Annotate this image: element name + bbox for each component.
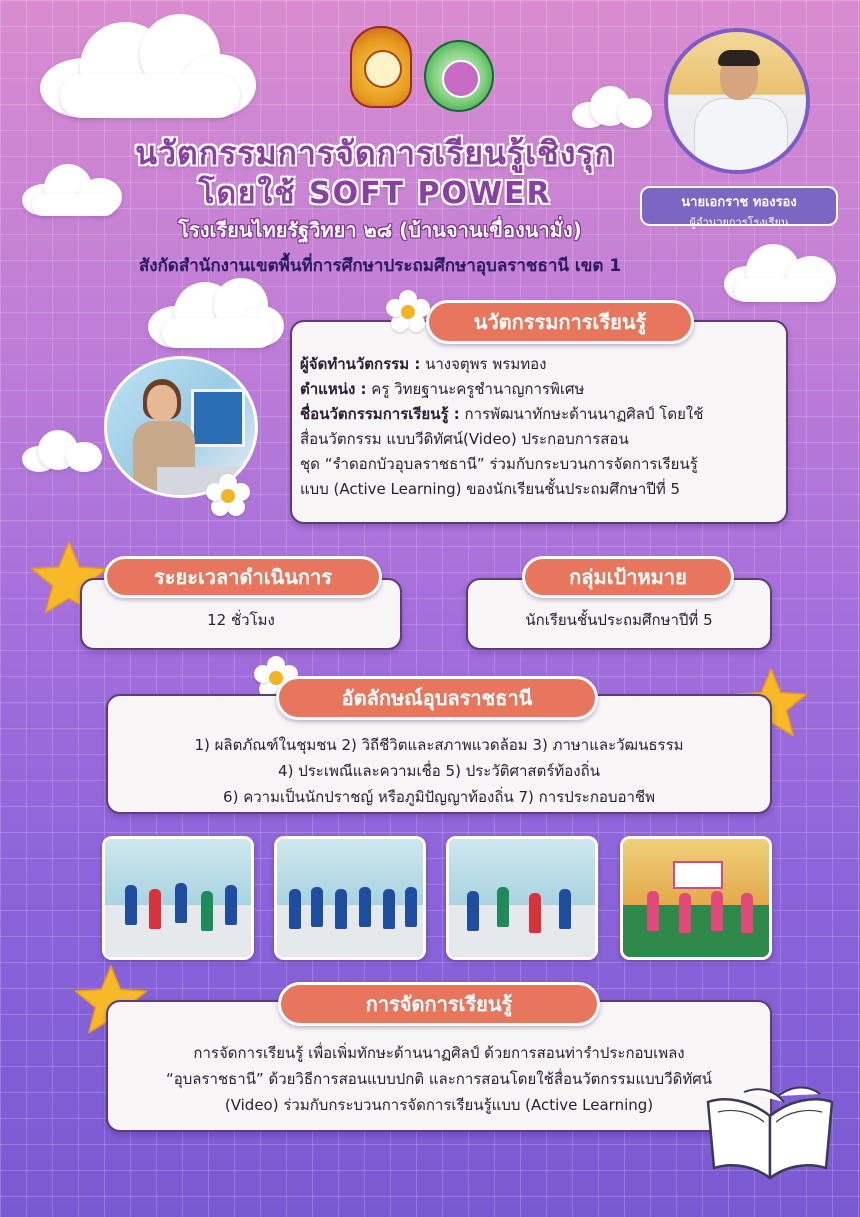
position-label: ตำแหน่ง : xyxy=(300,380,367,398)
duration-heading: ระยะเวลาดำเนินการ xyxy=(104,556,382,598)
director-position: ผู้อำนวยการโรงเรียน xyxy=(689,216,789,229)
office-name: สังกัดสำนักงานเขตพื้นที่การศึกษาประถมศึกษาอุบลราชธานี เขต 1 xyxy=(138,256,622,276)
position-value: ครู วิทยฐานะครูชำนาญการพิเศษ xyxy=(366,380,585,398)
creator-value: นางจตุพร พรมทอง xyxy=(420,355,547,373)
cloud-icon xyxy=(40,14,256,118)
activity-photo xyxy=(274,836,426,960)
target-heading: กลุ่มเป้าหมาย xyxy=(522,556,734,598)
cloud-icon xyxy=(724,244,836,302)
identity-list xyxy=(110,732,768,810)
cloud-icon xyxy=(148,278,284,348)
director-photo xyxy=(664,28,810,174)
learning-heading: การจัดการเรียนรู้ xyxy=(278,982,600,1026)
title-line-2: โดยใช้ SOFT POWER xyxy=(198,176,552,211)
innovation-name-value-4: แบบ (Active Learning) ของนักเรียนชั้นประถมศึกษาปีที่ 5 xyxy=(300,480,681,498)
identity-heading: อัตลักษณ์อุบลราชธานี xyxy=(276,676,598,720)
identity-line-3: 6) ความเป็นนักปราชญ์ หรือภูมิปัญญาท้องถิ่น 7) การประกอบอาชีพ xyxy=(223,788,655,806)
flower-icon xyxy=(206,474,250,518)
activity-photo xyxy=(102,836,254,960)
innovation-name-value-2: สื่อนวัตกรรม แบบวีดิทัศน์(Video) ประกอบการสอน xyxy=(300,430,629,448)
director-name: นายเอกราช ทองรอง xyxy=(681,195,797,210)
learning-description xyxy=(112,1040,766,1118)
innovation-name-value-1: การพัฒนาทักษะด้านนาฏศิลป์ โดยใช้ xyxy=(459,405,704,423)
cloud-icon xyxy=(22,430,102,472)
activity-photo xyxy=(620,836,772,960)
duration-value: 12 ชั่วโมง xyxy=(207,611,275,629)
learning-line-3: (Video) ร่วมกับกระบวนการจัดการเรียนรู้แบบ (Active Learning) xyxy=(224,1096,654,1114)
school-name: โรงเรียนไทยรัฐวิทยา ๒๘ (บ้านจานเขื่องนามั่ง) xyxy=(178,218,582,242)
creator-label: ผู้จัดทำนวัตกรรม : xyxy=(300,355,421,373)
title-line-1: นวัตกรรมการจัดการเรียนรู้เชิงรุก xyxy=(135,134,615,172)
identity-line-1: 1) ผลิตภัณฑ์ในชุมชน 2) วิถีชีวิตและสภาพแวดล้อม 3) ภาษาและวัฒนธรรม xyxy=(194,736,684,754)
open-book-icon xyxy=(704,1082,836,1182)
learning-line-1: การจัดการเรียนรู้ เพื่อเพิ่มทักษะด้านนาฏศิลป์ ด้วยการสอนท่ารำประกอบเพลง xyxy=(193,1044,685,1062)
school-emblem-icon xyxy=(350,26,412,108)
innovation-heading: นวัตกรรมการเรียนรู้ xyxy=(426,300,694,344)
identity-line-2: 4) ประเพณีและความเชื่อ 5) ประวัติศาสตร์ท้องถิ่น xyxy=(278,762,600,780)
innovation-name-value-3: ชุด “รำดอกบัวอุบลราชธานี” ร่วมกับกระบวนการจัดการเรียนรู้ xyxy=(300,455,698,473)
cloud-icon xyxy=(572,86,652,128)
target-value: นักเรียนชั้นประถมศึกษาปีที่ 5 xyxy=(525,611,713,629)
learning-line-2: “อุบลราชธานี” ด้วยวิธีการสอนแบบปกติ และการสอนโดยใช้สื่อนวัตกรรมแบบวีดิทัศน์ xyxy=(165,1070,713,1088)
innovation-details xyxy=(300,352,784,502)
activity-photo xyxy=(446,836,598,960)
obec-emblem-icon xyxy=(424,40,494,112)
innovation-name-label: ชื่อนวัตกรรมการเรียนรู้ : xyxy=(300,405,460,423)
director-nameplate xyxy=(640,186,838,229)
flower-icon xyxy=(386,290,430,334)
